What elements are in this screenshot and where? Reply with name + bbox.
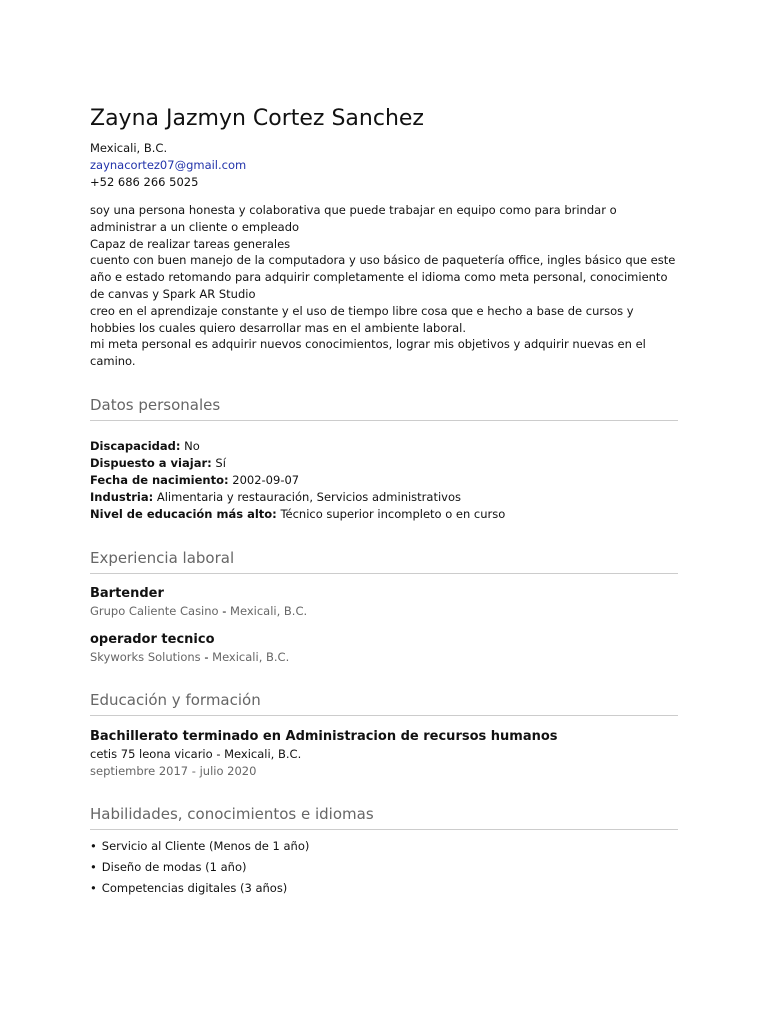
section-title-experience: Experiencia laboral bbox=[90, 549, 678, 574]
summary-line: Capaz de realizar tareas generales bbox=[90, 236, 291, 251]
summary-line: cuento con buen manejo de la computadora y uso básico de paquetería office, ingles básico que este año e estado retomando para adquirir completamente el idioma como meta personal, conocimiento de canvas y Spark AR Studio bbox=[90, 253, 676, 301]
field-travel bbox=[90, 455, 678, 472]
job-entry bbox=[90, 631, 678, 666]
field-industry bbox=[90, 489, 678, 506]
job-separator: - bbox=[218, 604, 231, 618]
field-value: Alimentaria y restauración, Servicios administrativos bbox=[156, 490, 461, 504]
job-company-line bbox=[90, 649, 678, 666]
skill-text: Competencias digitales (3 años) bbox=[101, 881, 288, 895]
field-education-level bbox=[90, 506, 678, 523]
job-title: Bartender bbox=[90, 586, 164, 601]
skill-text: Servicio al Cliente (Menos de 1 año) bbox=[101, 839, 310, 853]
bullet-icon: • bbox=[90, 839, 97, 853]
job-title: operador tecnico bbox=[90, 632, 215, 647]
field-disability bbox=[90, 438, 678, 455]
summary-text bbox=[90, 202, 682, 370]
job-company: Grupo Caliente Casino bbox=[90, 604, 219, 618]
education-school: cetis 75 leona vicario - Mexicali, B.C. bbox=[90, 747, 302, 761]
field-value: 2002-09-07 bbox=[232, 473, 300, 487]
field-value: No bbox=[184, 439, 200, 453]
job-company: Skyworks Solutions bbox=[90, 650, 201, 664]
job-separator: - bbox=[200, 650, 213, 664]
field-value: Técnico superior incompleto o en curso bbox=[280, 507, 506, 521]
bullet-icon: • bbox=[90, 881, 97, 895]
summary-line: mi meta personal es adquirir nuevos conocimientos, lograr mis objetivos y adquirir nuevas en el camino. bbox=[90, 337, 646, 369]
personal-fields bbox=[90, 438, 678, 523]
candidate-name: Zayna Jazmyn Cortez Sanchez bbox=[90, 106, 424, 131]
job-entry bbox=[90, 585, 678, 620]
field-value: Sí bbox=[215, 456, 226, 470]
field-birthdate bbox=[90, 472, 678, 489]
section-title-education: Educación y formación bbox=[90, 691, 678, 716]
list-item bbox=[90, 857, 678, 878]
list-item bbox=[90, 836, 678, 857]
summary-line: soy una persona honesta y colaborativa que puede trabajar en equipo como para brindar o administrar a un cliente o empleado bbox=[90, 203, 617, 234]
phone-text: +52 686 266 5025 bbox=[90, 175, 199, 189]
section-title-skills: Habilidades, conocimientos e idiomas bbox=[90, 805, 678, 830]
section-title-personal: Datos personales bbox=[90, 396, 678, 421]
email-link[interactable]: zaynacortez07@gmail.com bbox=[90, 158, 247, 172]
bullet-icon: • bbox=[90, 860, 97, 874]
skill-text: Diseño de modas (1 año) bbox=[101, 860, 247, 874]
education-degree: Bachillerato terminado en Administracion de recursos humanos bbox=[90, 729, 558, 744]
education-entry bbox=[90, 728, 678, 780]
list-item bbox=[90, 878, 678, 899]
field-label: Discapacidad: bbox=[90, 439, 181, 453]
field-label: Industria: bbox=[90, 490, 154, 504]
location-text: Mexicali, B.C. bbox=[90, 141, 168, 155]
job-company-line bbox=[90, 603, 678, 620]
field-label: Nivel de educación más alto: bbox=[90, 507, 277, 521]
field-label: Fecha de nacimiento: bbox=[90, 473, 229, 487]
contact-info bbox=[90, 140, 246, 191]
education-dates: septiembre 2017 - julio 2020 bbox=[90, 764, 257, 778]
field-label: Dispuesto a viajar: bbox=[90, 456, 212, 470]
job-location: Mexicali, B.C. bbox=[230, 604, 308, 618]
summary-line: creo en el aprendizaje constante y el uso de tiempo libre cosa que e hecho a base de cursos y hobbies los cuales quiero desarrollar mas en el ambiente laboral. bbox=[90, 303, 634, 335]
job-location: Mexicali, B.C. bbox=[212, 650, 290, 664]
skills-list bbox=[90, 836, 678, 899]
